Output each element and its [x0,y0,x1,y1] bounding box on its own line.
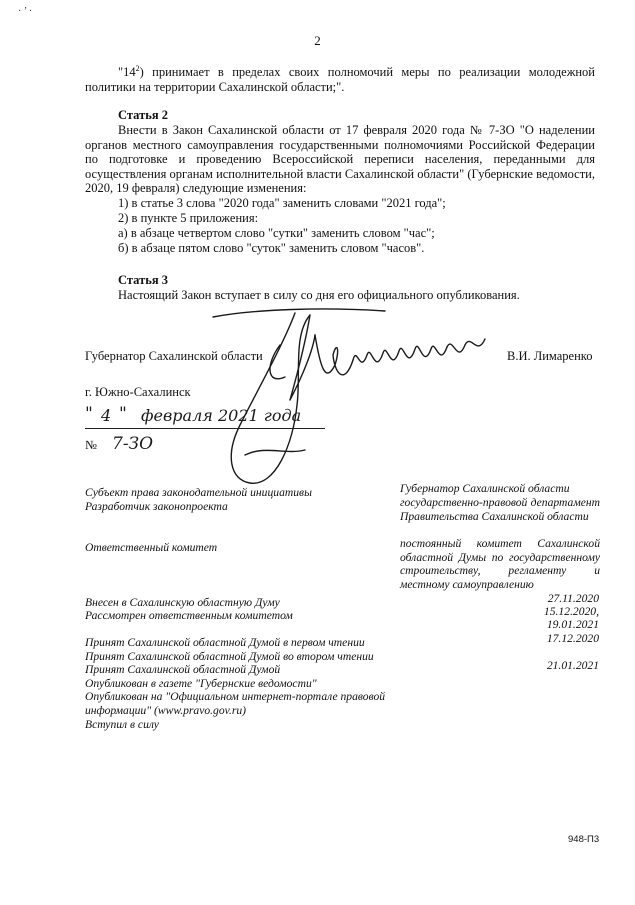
meta-initiative-value: Губернатор Сахалинской области [400,482,570,495]
intro-paragraph [85,62,595,94]
intro-text-after: ) принимает в пределах своих полномочий меры по реализации молодежной политики на территории Сахалинской области;". [85,65,595,94]
meta-label-in-force: Вступил в силу [85,718,159,731]
date-open-quote: " [85,404,93,424]
article-2-heading: Статья 2 [118,108,168,122]
number-sign: № [85,438,97,452]
meta-label-developer: Разработчик законопроекта [85,500,228,513]
meta-label-published-newspaper: Опубликован в газете "Губернские ведомости" [85,677,317,690]
date-line [85,404,345,434]
meta-label-second-reading: Принят Сахалинской областной Думой во втором чтении [85,650,374,663]
article-3-body: Настоящий Закон вступает в силу со дня его официального опубликования. [118,288,520,302]
date-close-quote: " [119,404,127,424]
page-number: 2 [314,33,321,48]
scan-mark: · ’ · [18,6,33,17]
meta-label-submitted: Внесен в Сахалинскую областную Думу [85,596,280,609]
meta-date-first-reading: 17.12.2020 [546,632,599,645]
meta-date-reviewed-2: 19.01.2021 [546,618,599,631]
article-2-item: 1) в статье 3 слова "2020 года" заменить словами "2021 года"; [118,196,446,210]
article-3-heading: Статья 3 [118,273,168,287]
meta-date-submitted: 27.11.2020 [547,592,599,605]
article-2-item: 2) в пункте 5 приложения: [118,211,259,225]
handwritten-signature [185,305,505,495]
meta-label-first-reading: Принят Сахалинской областной Думой в первом чтении [85,636,365,649]
law-number: 7-ЗО [112,434,154,454]
meta-committee-value: постоянный комитет Сахалинской областной Думы по государственному строительству, регламенту и местному самоуправлению [400,537,600,591]
intro-text-before: "14 [118,65,136,80]
date-handwritten: февраля 2021 года [141,406,302,425]
date-day: 4 [101,406,112,425]
document-code: 948-П3 [568,834,600,845]
meta-date-adopted: 21.01.2021 [546,659,599,672]
article-2-body: Внести в Закон Сахалинской области от 17 февраля 2020 года № 7-ЗО "О наделении органов местного самоуправления государственными полномочиями Российской Федерации по подготовке и проведению Всероссийской переписи населения, переданными для осуществления органам исполнительной власти Сахалинской области" (Губернские ведомости, 2020, 19 февраля) следующие изменения: [85,123,595,196]
city: г. Южно-Сахалинск [85,385,191,399]
date-underline [85,428,325,429]
governor-name: В.И. Лимаренко [507,349,593,363]
article-2-item: б) в абзаце пятом слово "суток" заменить словом "часов". [118,241,425,255]
meta-date-reviewed-1: 15.12.2020, [543,605,599,618]
meta-label-reviewed: Рассмотрен ответственным комитетом [85,609,293,622]
meta-label-adopted: Принят Сахалинской областной Думой [85,663,281,676]
intro-superscript: 2 [135,64,140,73]
article-2-item: а) в абзаце четвертом слово "сутки" заменить словом "час"; [118,226,435,240]
meta-label-initiative: Субъект права законодательной инициативы [85,486,312,499]
meta-label-committee: Ответственный комитет [85,541,218,554]
governor-title: Губернатор Сахалинской области [85,349,263,363]
meta-label-published-portal: Опубликован на "Официальном интернет-портале правовой информации" (www.pravo.gov.ru) [85,690,386,717]
meta-developer-value: государственно-правовой департамент Правительства Сахалинской области [400,496,600,523]
